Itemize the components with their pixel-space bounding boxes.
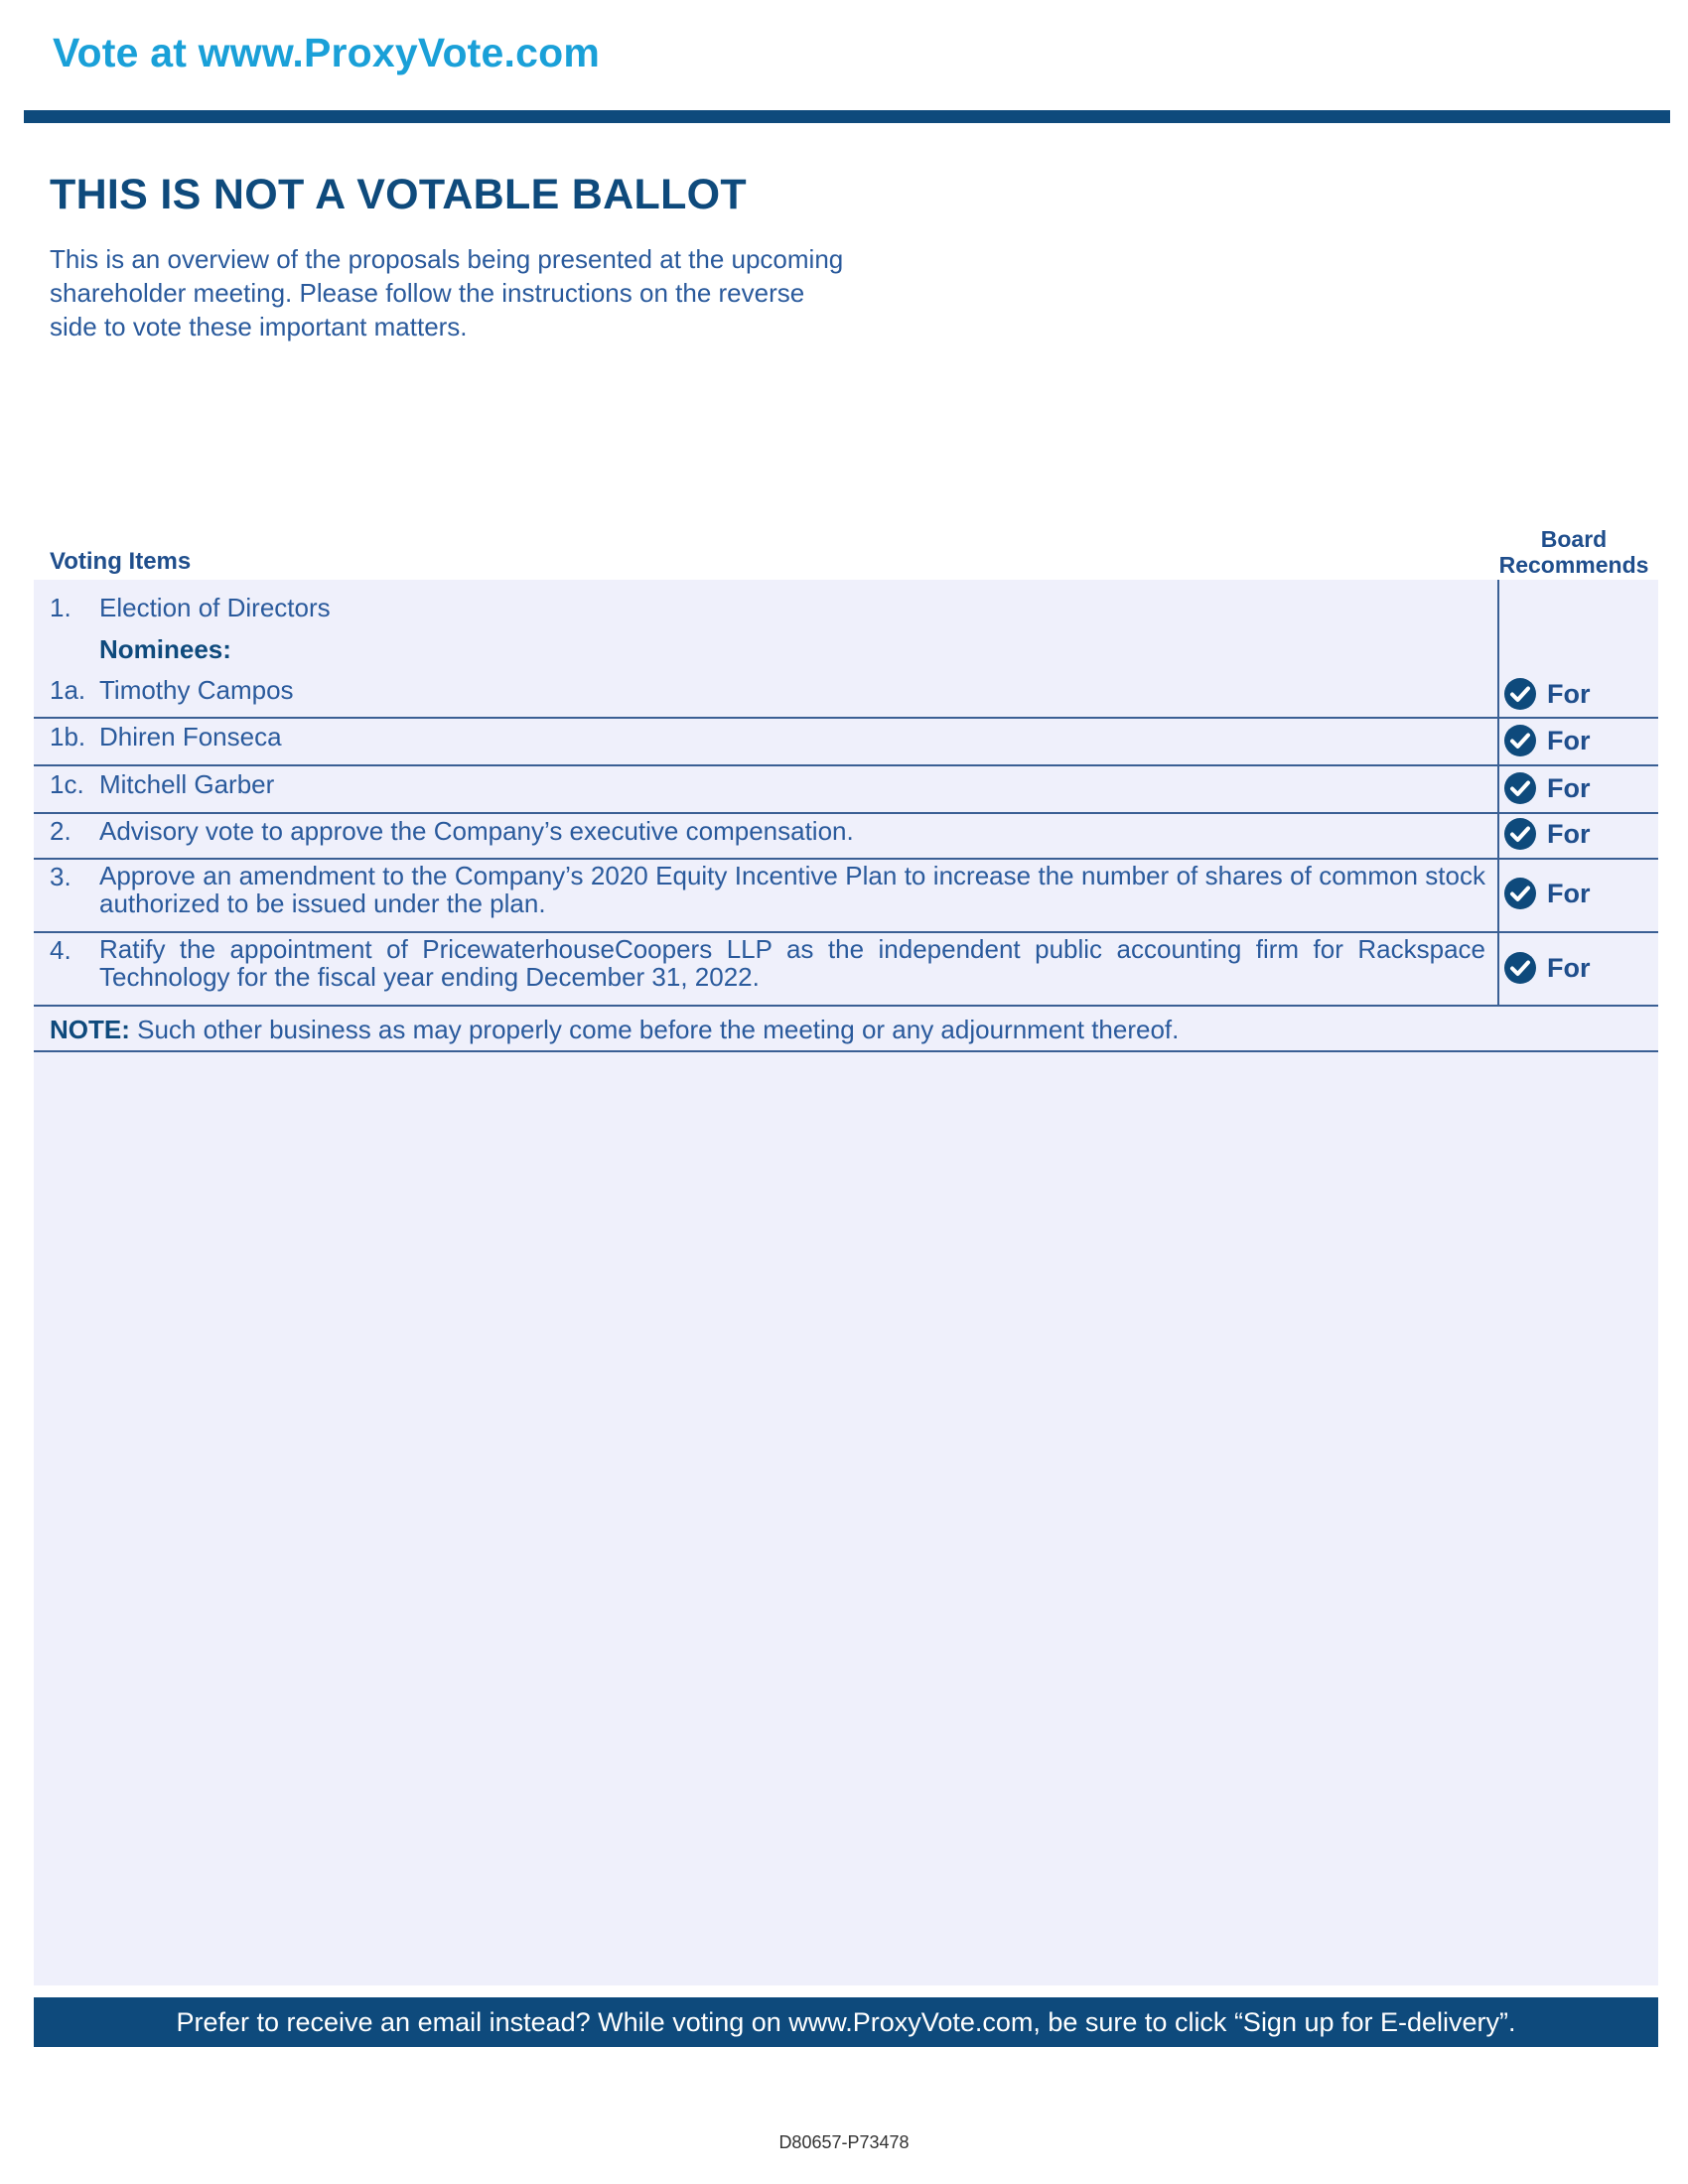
recommendation-2 [1501, 817, 1658, 851]
item-number: 2. [50, 816, 71, 846]
check-circle-icon [1503, 771, 1537, 805]
note-text [50, 1015, 1179, 1045]
check-circle-icon [1503, 724, 1537, 757]
item-number: 1b. [50, 722, 86, 751]
row-divider [34, 931, 1658, 933]
item-number: 1. [50, 593, 71, 622]
page-title: THIS IS NOT A VOTABLE BALLOT [50, 171, 747, 218]
item-number: 1c. [50, 769, 84, 799]
recommendation-value: For [1547, 952, 1591, 983]
note-body: Such other business as may properly come before the meeting or any adjournment thereof. [129, 1015, 1180, 1044]
recommendation-1a [1501, 677, 1658, 711]
check-circle-icon [1503, 677, 1537, 711]
proxyvote-link[interactable]: Vote at www.ProxyVote.com [53, 30, 601, 75]
item-text: Advisory vote to approve the Company’s executive compensation. [99, 816, 854, 846]
row-divider [34, 764, 1658, 766]
document-code: D80657-P73478 [778, 2132, 910, 2152]
header-rule [24, 110, 1670, 123]
recommendation-1b [1501, 724, 1658, 757]
item-text: Dhiren Fonseca [99, 722, 282, 751]
item-number: 3. [50, 862, 71, 891]
check-circle-icon [1503, 817, 1537, 851]
board-recommends-header: Board Recommends [1498, 526, 1649, 578]
column-divider [1497, 580, 1499, 1005]
recommendation-value: For [1547, 725, 1591, 755]
item-text: Approve an amendment to the Company’s 2020 Equity Incentive Plan to increase the number of shares of common stock authorized to be issued under the plan. [99, 861, 1485, 918]
recommendation-value: For [1547, 878, 1591, 908]
e-delivery-banner [34, 1997, 1658, 2047]
row-divider [34, 717, 1658, 719]
row-divider [34, 1050, 1658, 1052]
recommendation-4 [1501, 951, 1658, 985]
note-label: NOTE: [50, 1015, 130, 1044]
voting-items-header: Voting Items [50, 548, 192, 575]
item-number: 4. [50, 935, 71, 965]
nominees-label: Nominees: [99, 634, 231, 664]
recommendation-value: For [1547, 678, 1591, 709]
item-number: 1a. [50, 675, 86, 705]
check-circle-icon [1503, 877, 1537, 910]
row-divider [34, 1005, 1658, 1007]
recommendation-value: For [1547, 818, 1591, 849]
recommendation-1c [1501, 771, 1658, 805]
intro-text: This is an overview of the proposals being presented at the upcoming shareholder meeting. Please follow the instructions on the reverse side to vote these important matters. [50, 244, 844, 341]
recommendation-value: For [1547, 772, 1591, 803]
row-divider [34, 812, 1658, 814]
item-text: Timothy Campos [99, 675, 294, 705]
recommendation-3 [1501, 877, 1658, 910]
check-circle-icon [1503, 951, 1537, 985]
e-delivery-text: Prefer to receive an email instead? While voting on www.ProxyVote.com, be sure to click “Sign up for E-delivery”. [176, 2006, 1516, 2037]
row-divider [34, 858, 1658, 860]
item-text: Election of Directors [99, 593, 331, 622]
item-text: Ratify the appointment of PricewaterhouseCoopers LLP as the independent public accounting firm for Rackspace Technology for the fiscal year ending December 31, 2022. [99, 934, 1485, 992]
item-text: Mitchell Garber [99, 769, 275, 799]
